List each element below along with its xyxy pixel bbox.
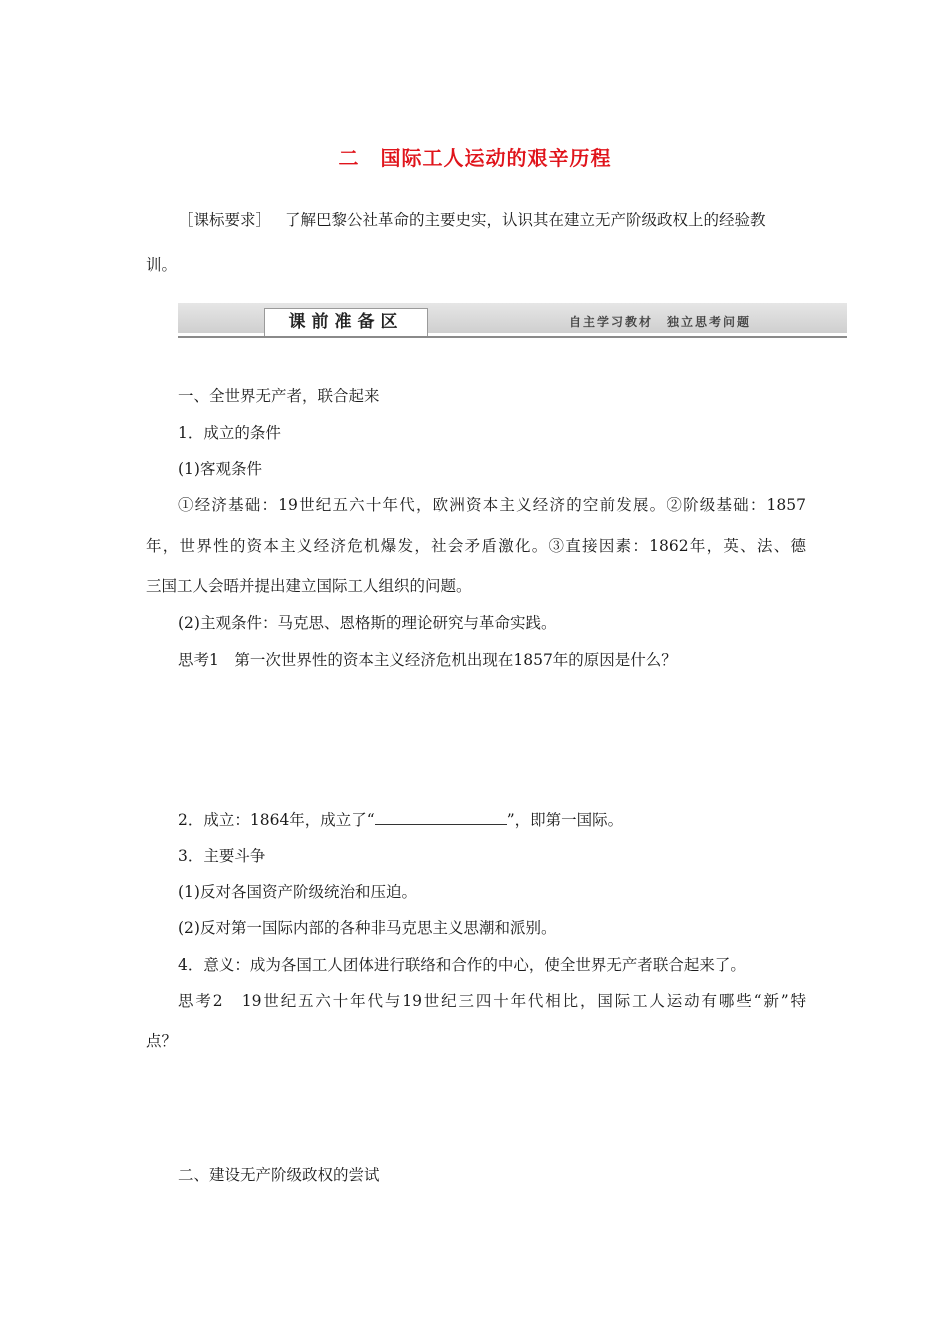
- item-3-sub-1: (1)反对各国资产阶级统治和压迫。: [178, 883, 417, 901]
- requirement-text: 了解巴黎公社革命的主要史实，认识其在建立无产阶级政权上的经验教: [285, 211, 766, 229]
- item-3-sub-2: (2)反对第一国际内部的各种非马克思主义思潮和派别。: [178, 919, 557, 937]
- item-2: [178, 810, 623, 830]
- paragraph-line-3: 三国工人会晤并提出建立国际工人组织的问题。: [146, 577, 472, 595]
- requirement-label: ［课标要求］: [178, 211, 272, 229]
- requirement-line-2: 训。: [146, 256, 178, 274]
- section-banner: [178, 303, 847, 339]
- item-1-heading: 1．成立的条件: [178, 424, 281, 442]
- banner-subtitle: 自主学习教材 独立思考问题: [568, 315, 751, 329]
- page-title: 二 国际工人运动的艰辛历程: [338, 146, 612, 170]
- item-2-text-after: ”，即第一国际。: [506, 811, 624, 829]
- paragraph-line-2: 年，世界性的资本主义经济危机爆发，社会矛盾激化。③直接因素：1862年，英、法、德: [146, 537, 806, 555]
- think-question-2-line-1: 思考2 19世纪五六十年代与19世纪三四十年代相比，国际工人运动有哪些“新”特: [178, 992, 806, 1010]
- section1-heading: 一、全世界无产者，联合起来: [178, 387, 380, 405]
- requirement-line-1: [178, 210, 766, 230]
- banner-tab-label: 课前准备区: [264, 308, 428, 336]
- paragraph-line-1: ①经济基础：19世纪五六十年代，欧洲资本主义经济的空前发展。②阶级基础：1857: [178, 496, 806, 514]
- banner-divider: [178, 336, 847, 338]
- item-2-text-before: 2．成立：1864年，成立了“: [178, 811, 375, 829]
- item-3-heading: 3．主要斗争: [178, 847, 266, 865]
- item-1-sub-2: (2)主观条件：马克思、恩格斯的理论研究与革命实践。: [178, 614, 557, 632]
- think-question-1: 思考1 第一次世界性的资本主义经济危机出现在1857年的原因是什么？: [178, 651, 677, 669]
- item-1-sub-1: (1)客观条件: [178, 460, 262, 478]
- think-question-2-line-2: 点？: [146, 1032, 178, 1050]
- fill-in-blank[interactable]: [375, 810, 507, 825]
- item-4: 4．意义：成为各国工人团体进行联络和合作的中心，使全世界无产者联合起来了。: [178, 956, 746, 974]
- section2-heading: 二、建设无产阶级政权的尝试: [178, 1166, 380, 1184]
